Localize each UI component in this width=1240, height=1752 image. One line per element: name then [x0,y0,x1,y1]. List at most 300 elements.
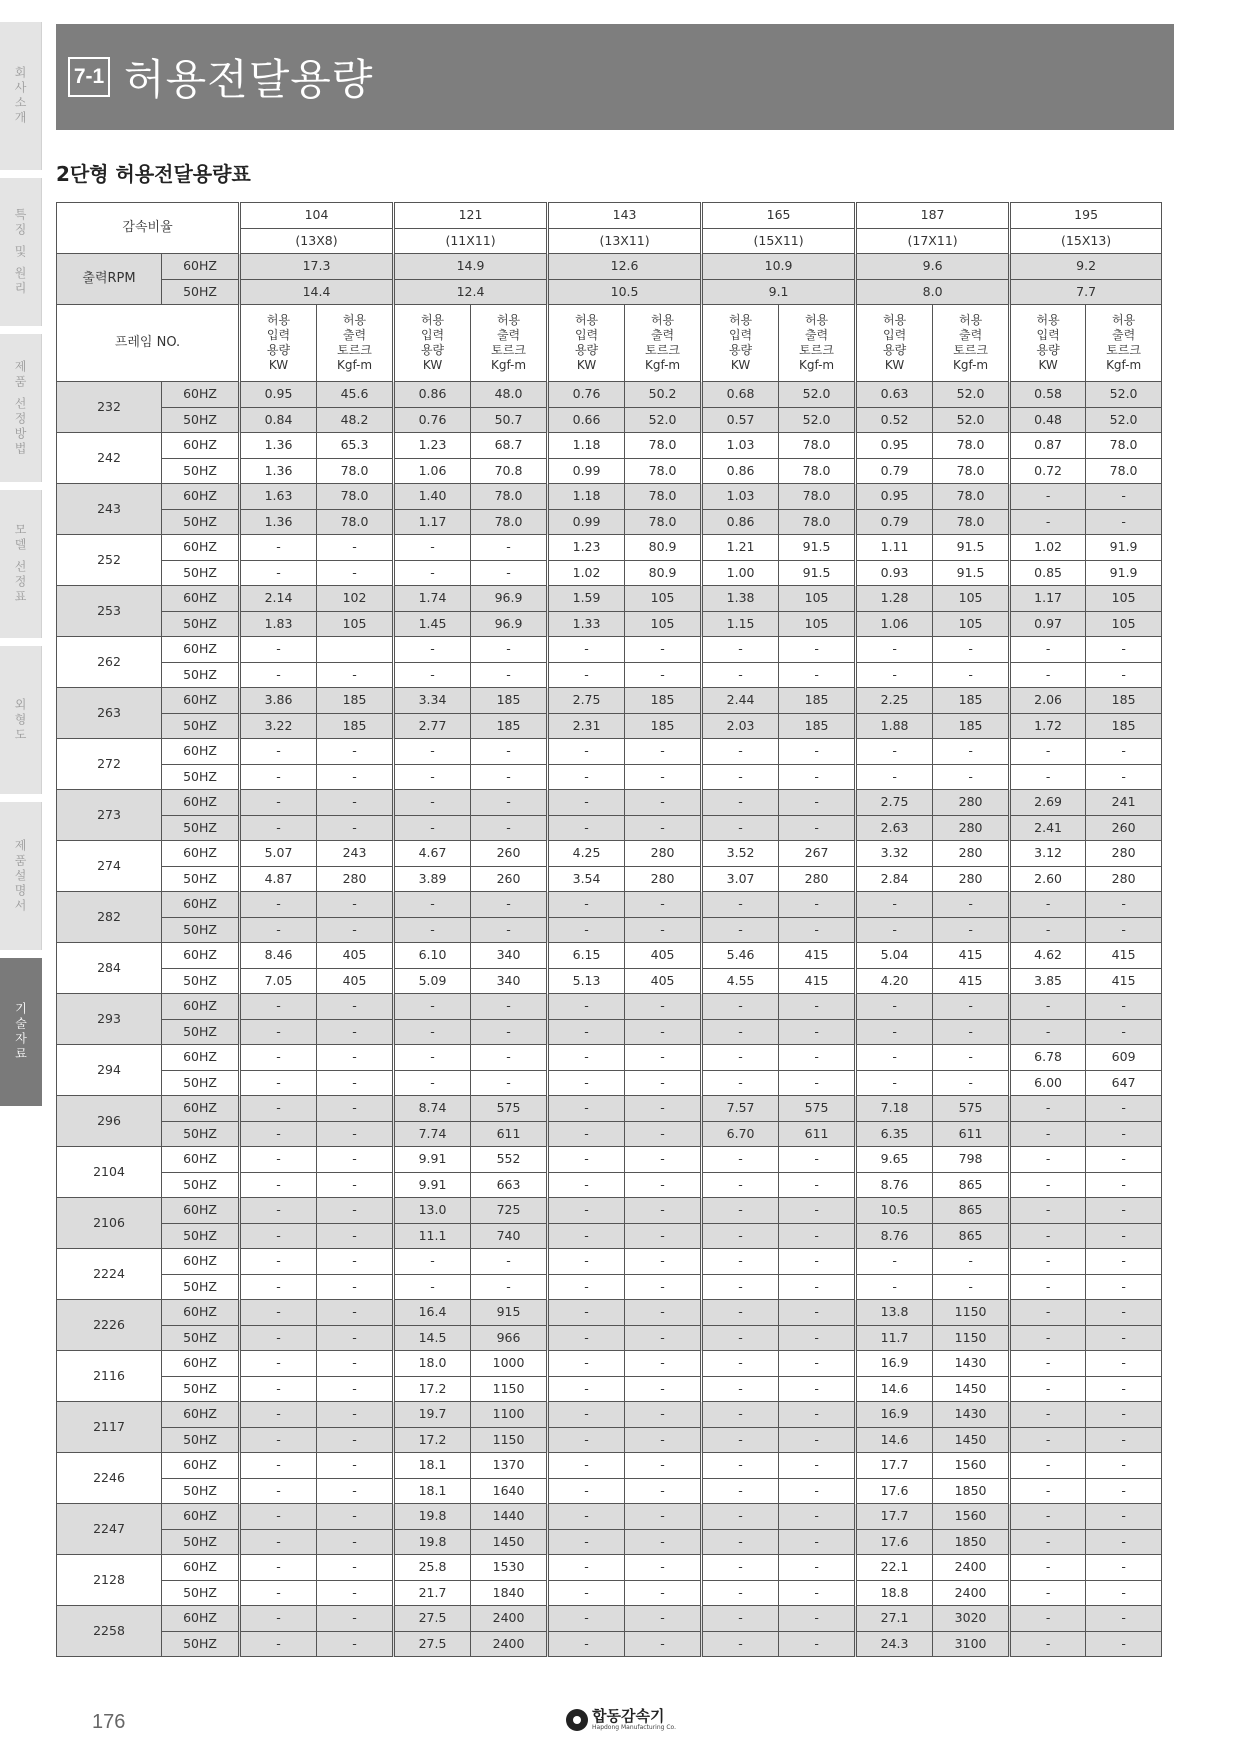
value-cell: - [856,1274,933,1300]
value-cell: - [240,560,317,586]
side-tab-6[interactable] [0,958,42,1106]
value-cell: - [625,1453,702,1479]
value-cell: - [702,892,779,918]
value-cell: - [240,815,317,841]
value-cell [317,637,394,663]
frame-number: 2246 [57,1453,162,1504]
table-row [57,1606,1162,1632]
side-tab-3[interactable] [0,490,42,638]
value-cell: 185 [1086,713,1162,739]
hz-label: 50HZ [162,1325,240,1351]
side-tab-0[interactable] [0,22,42,170]
hz-label: 50HZ [162,662,240,688]
value-cell: - [856,1045,933,1071]
side-tab-5[interactable] [0,802,42,950]
table-row [57,1070,1162,1096]
value-cell: 280 [933,790,1010,816]
value-cell: 3020 [933,1606,1010,1632]
value-cell: 663 [471,1172,548,1198]
value-cell: 0.99 [548,458,625,484]
gear-logo-icon [566,1709,588,1731]
value-cell: - [702,764,779,790]
gear-combination: (15X11) [702,228,856,254]
value-cell: 1.36 [240,458,317,484]
value-cell: - [394,637,471,663]
value-cell: - [933,1249,1010,1275]
value-cell: 0.79 [856,509,933,535]
value-cell: - [625,1045,702,1071]
rpm-value: 10.5 [548,279,702,305]
table-row [57,866,1162,892]
table-row [57,1249,1162,1275]
side-tabs [0,22,42,1114]
value-cell: 1100 [471,1402,548,1428]
value-cell: 19.8 [394,1504,471,1530]
value-cell: - [394,994,471,1020]
table-row [57,1198,1162,1224]
value-cell: 78.0 [779,433,856,459]
value-cell: - [779,1147,856,1173]
value-cell: 611 [933,1121,1010,1147]
value-cell: - [1086,1172,1162,1198]
value-cell: - [317,1019,394,1045]
hz-label: 60HZ [162,484,240,510]
value-cell: 2400 [471,1631,548,1657]
value-cell: - [240,1019,317,1045]
table-row [57,1121,1162,1147]
value-cell: 405 [317,968,394,994]
value-cell: - [702,1376,779,1402]
value-cell: 78.0 [779,509,856,535]
hz-label: 50HZ [162,764,240,790]
value-cell: 4.55 [702,968,779,994]
table-row [57,1580,1162,1606]
value-cell: - [240,917,317,943]
value-cell: - [471,1045,548,1071]
value-cell: - [779,1504,856,1530]
hz-label: 60HZ [162,994,240,1020]
table-row [57,841,1162,867]
value-cell: 3.89 [394,866,471,892]
value-cell: - [625,1427,702,1453]
value-cell: - [240,637,317,663]
table-row [57,1427,1162,1453]
value-cell: 5.09 [394,968,471,994]
value-cell: - [702,739,779,765]
value-cell: 280 [933,866,1010,892]
value-cell: 96.9 [471,611,548,637]
value-cell: 2.75 [548,688,625,714]
value-cell: - [394,764,471,790]
value-cell: 105 [317,611,394,637]
value-cell: - [240,1172,317,1198]
value-cell: 1440 [471,1504,548,1530]
rpm-value: 9.1 [702,279,856,305]
side-tab-1[interactable] [0,178,42,326]
side-tab-label: 외형도 [13,697,27,743]
value-cell: - [394,1274,471,1300]
value-cell: - [625,1198,702,1224]
value-cell: - [1010,739,1086,765]
hz-label: 50HZ [162,815,240,841]
value-cell: 1.18 [548,433,625,459]
value-cell: - [317,917,394,943]
hz-label: 60HZ [162,1351,240,1377]
frame-number: 2128 [57,1555,162,1606]
value-cell: 1150 [933,1300,1010,1326]
value-cell: - [394,815,471,841]
value-cell: 280 [933,841,1010,867]
value-cell: - [779,1478,856,1504]
value-cell: 5.13 [548,968,625,994]
frame-number: 282 [57,892,162,943]
value-cell: 2.03 [702,713,779,739]
value-cell: 8.74 [394,1096,471,1122]
hz-label: 50HZ [162,611,240,637]
value-cell: - [548,1606,625,1632]
value-cell: 2.84 [856,866,933,892]
value-cell: 7.74 [394,1121,471,1147]
value-cell: 1.17 [1010,586,1086,612]
value-cell: - [548,1198,625,1224]
value-cell: - [625,1096,702,1122]
value-cell: - [625,1172,702,1198]
value-cell: - [548,1631,625,1657]
value-cell: - [1086,1478,1162,1504]
value-cell: 0.95 [856,484,933,510]
value-cell: 78.0 [779,458,856,484]
value-cell: 18.0 [394,1351,471,1377]
value-cell: 78.0 [933,458,1010,484]
value-cell: - [317,1249,394,1275]
value-cell: - [240,1070,317,1096]
value-cell: - [317,662,394,688]
value-cell: - [1010,1249,1086,1275]
value-cell: 1640 [471,1478,548,1504]
value-cell: - [625,892,702,918]
hz-label: 60HZ [162,1453,240,1479]
value-cell: - [548,662,625,688]
gear-combination: (13X8) [240,228,394,254]
value-cell: - [1086,509,1162,535]
value-cell: - [240,1121,317,1147]
value-cell: 78.0 [1086,458,1162,484]
value-cell: 1.23 [548,535,625,561]
value-cell: 78.0 [625,458,702,484]
value-cell: - [548,1504,625,1530]
value-cell: - [1086,1529,1162,1555]
frame-number: 2117 [57,1402,162,1453]
value-cell: 6.35 [856,1121,933,1147]
table-row [57,1402,1162,1428]
hz-label: 60HZ [162,1198,240,1224]
value-cell: - [1010,892,1086,918]
side-tab-4[interactable] [0,646,42,794]
frame-number: 2116 [57,1351,162,1402]
value-cell: - [702,1351,779,1377]
side-tab-label: 제품 선정방법 [13,359,27,457]
value-cell: - [1010,1580,1086,1606]
unit-torque-header: 허용 출력 토르크 Kgf-m [471,305,548,382]
value-cell: 2.69 [1010,790,1086,816]
value-cell: - [1010,637,1086,663]
unit-input-header: 허용 입력 용량 KW [548,305,625,382]
value-cell: 102 [317,586,394,612]
value-cell: - [779,1631,856,1657]
value-cell: - [471,637,548,663]
value-cell: 27.5 [394,1631,471,1657]
value-cell: 2.63 [856,815,933,841]
value-cell: - [856,1019,933,1045]
section-number-badge: 7-1 [68,57,110,97]
value-cell: - [856,637,933,663]
value-cell: - [779,1580,856,1606]
hz-label: 50HZ [162,1121,240,1147]
value-cell: 14.6 [856,1376,933,1402]
value-cell: 0.87 [1010,433,1086,459]
value-cell: 4.87 [240,866,317,892]
table-row [57,611,1162,637]
section-header [56,24,1174,130]
unit-input-header: 허용 입력 용량 KW [702,305,779,382]
value-cell: - [548,1172,625,1198]
frame-number: 2247 [57,1504,162,1555]
value-cell: 9.91 [394,1147,471,1173]
value-cell: 45.6 [317,382,394,408]
value-cell: - [471,662,548,688]
value-cell: - [625,764,702,790]
value-cell: 1150 [471,1427,548,1453]
value-cell: - [779,637,856,663]
value-cell: - [625,1147,702,1173]
value-cell: 2.25 [856,688,933,714]
value-cell: 91.5 [933,535,1010,561]
value-cell: - [1010,994,1086,1020]
value-cell: - [394,790,471,816]
value-cell: - [856,994,933,1020]
value-cell: - [1086,1580,1162,1606]
hz-label: 50HZ [162,279,240,305]
value-cell: - [1086,917,1162,943]
value-cell: - [779,892,856,918]
table-row [57,535,1162,561]
value-cell: 96.9 [471,586,548,612]
value-cell: - [548,1351,625,1377]
table-row [57,1147,1162,1173]
hz-label: 50HZ [162,1070,240,1096]
value-cell: - [702,637,779,663]
table-row [57,279,1162,305]
table-row [57,637,1162,663]
value-cell: - [1010,1172,1086,1198]
value-cell: 78.0 [625,484,702,510]
value-cell: - [933,1045,1010,1071]
value-cell: - [625,1504,702,1530]
side-tab-label: 제품설명서 [13,838,27,914]
side-tab-2[interactable] [0,334,42,482]
value-cell: - [240,1580,317,1606]
hz-label: 50HZ [162,407,240,433]
value-cell: - [240,1325,317,1351]
value-cell: 11.7 [856,1325,933,1351]
value-cell: 1.33 [548,611,625,637]
value-cell: 52.0 [933,407,1010,433]
table-row [57,1274,1162,1300]
table-row [57,458,1162,484]
value-cell: - [317,1096,394,1122]
table-row [57,1631,1162,1657]
value-cell: 185 [471,713,548,739]
value-cell: 78.0 [625,509,702,535]
value-cell: - [1010,917,1086,943]
value-cell: 1.83 [240,611,317,637]
value-cell: - [1086,1351,1162,1377]
value-cell: - [317,1198,394,1224]
value-cell: - [1010,1096,1086,1122]
value-cell: - [471,1070,548,1096]
value-cell: 78.0 [317,484,394,510]
value-cell: 0.63 [856,382,933,408]
value-cell: 17.2 [394,1376,471,1402]
side-tab-label: 회사소개 [13,66,27,126]
value-cell: 185 [625,713,702,739]
rpm-value: 12.6 [548,254,702,280]
value-cell: - [702,1402,779,1428]
value-cell: 50.7 [471,407,548,433]
value-cell: - [1086,1274,1162,1300]
value-cell: 2.31 [548,713,625,739]
value-cell: 10.5 [856,1198,933,1224]
value-cell: - [1086,1427,1162,1453]
value-cell: 3.22 [240,713,317,739]
value-cell: 3.86 [240,688,317,714]
hz-label: 60HZ [162,1045,240,1071]
value-cell: - [1086,1121,1162,1147]
value-cell: - [625,1606,702,1632]
value-cell: - [702,662,779,688]
hz-label: 50HZ [162,560,240,586]
value-cell: 260 [1086,815,1162,841]
hz-label: 60HZ [162,943,240,969]
hz-label: 50HZ [162,1580,240,1606]
value-cell: - [317,994,394,1020]
brand-name: 합동감속기 [592,1707,665,1725]
value-cell: 4.20 [856,968,933,994]
frame-label: 프레임 NO. [57,305,240,382]
value-cell: 25.8 [394,1555,471,1581]
value-cell: 1.00 [702,560,779,586]
value-cell: - [625,1529,702,1555]
ratio-value: 143 [548,203,702,229]
value-cell: 575 [933,1096,1010,1122]
value-cell: - [240,1631,317,1657]
value-cell: 865 [933,1172,1010,1198]
value-cell: 2400 [471,1606,548,1632]
value-cell: - [317,1631,394,1657]
value-cell: - [548,1478,625,1504]
value-cell: - [471,917,548,943]
frame-number: 243 [57,484,162,535]
value-cell: - [240,1402,317,1428]
table-row [57,662,1162,688]
hz-label: 60HZ [162,586,240,612]
frame-number: 273 [57,790,162,841]
value-cell: - [471,994,548,1020]
value-cell: 17.7 [856,1504,933,1530]
table-row [57,1172,1162,1198]
value-cell: - [856,917,933,943]
value-cell: - [1010,1351,1086,1377]
value-cell: 80.9 [625,560,702,586]
value-cell: - [240,1555,317,1581]
value-cell: - [1010,1606,1086,1632]
value-cell: - [625,1223,702,1249]
side-tab-label: 특징 및 원리 [13,207,27,297]
value-cell: 9.65 [856,1147,933,1173]
hz-label: 50HZ [162,1376,240,1402]
value-cell: - [471,1249,548,1275]
value-cell: - [548,1580,625,1606]
value-cell: 0.93 [856,560,933,586]
value-cell: - [240,1198,317,1224]
value-cell: 647 [1086,1070,1162,1096]
frame-number: 262 [57,637,162,688]
value-cell: - [1010,1376,1086,1402]
value-cell: - [625,1325,702,1351]
hz-label: 50HZ [162,713,240,739]
value-cell: - [779,764,856,790]
value-cell: 105 [625,586,702,612]
value-cell: 1.36 [240,509,317,535]
value-cell: - [317,535,394,561]
value-cell: - [702,1070,779,1096]
value-cell: - [625,1631,702,1657]
unit-input-header: 허용 입력 용량 KW [1010,305,1086,382]
value-cell: - [702,1606,779,1632]
value-cell: - [1010,1198,1086,1224]
value-cell: - [317,1606,394,1632]
value-cell: - [317,764,394,790]
table-row [57,688,1162,714]
value-cell: - [779,1453,856,1479]
value-cell: 78.0 [1086,433,1162,459]
value-cell: - [471,535,548,561]
value-cell: 0.86 [702,458,779,484]
value-cell: 105 [933,586,1010,612]
table-row [57,739,1162,765]
value-cell: 405 [625,943,702,969]
value-cell: - [548,1070,625,1096]
value-cell: - [317,1070,394,1096]
value-cell: - [240,764,317,790]
hz-label: 50HZ [162,917,240,943]
value-cell: 185 [471,688,548,714]
hz-label: 60HZ [162,254,240,280]
value-cell: - [933,739,1010,765]
value-cell: - [1010,1402,1086,1428]
hz-label: 50HZ [162,1019,240,1045]
value-cell: - [240,1529,317,1555]
side-tab-label: 모델 선정표 [13,523,27,605]
value-cell: - [240,1606,317,1632]
value-cell: 415 [1086,943,1162,969]
value-cell: 1.59 [548,586,625,612]
value-cell: - [1086,1555,1162,1581]
value-cell: 22.1 [856,1555,933,1581]
value-cell: - [317,790,394,816]
value-cell: - [1086,1249,1162,1275]
value-cell: - [779,790,856,816]
